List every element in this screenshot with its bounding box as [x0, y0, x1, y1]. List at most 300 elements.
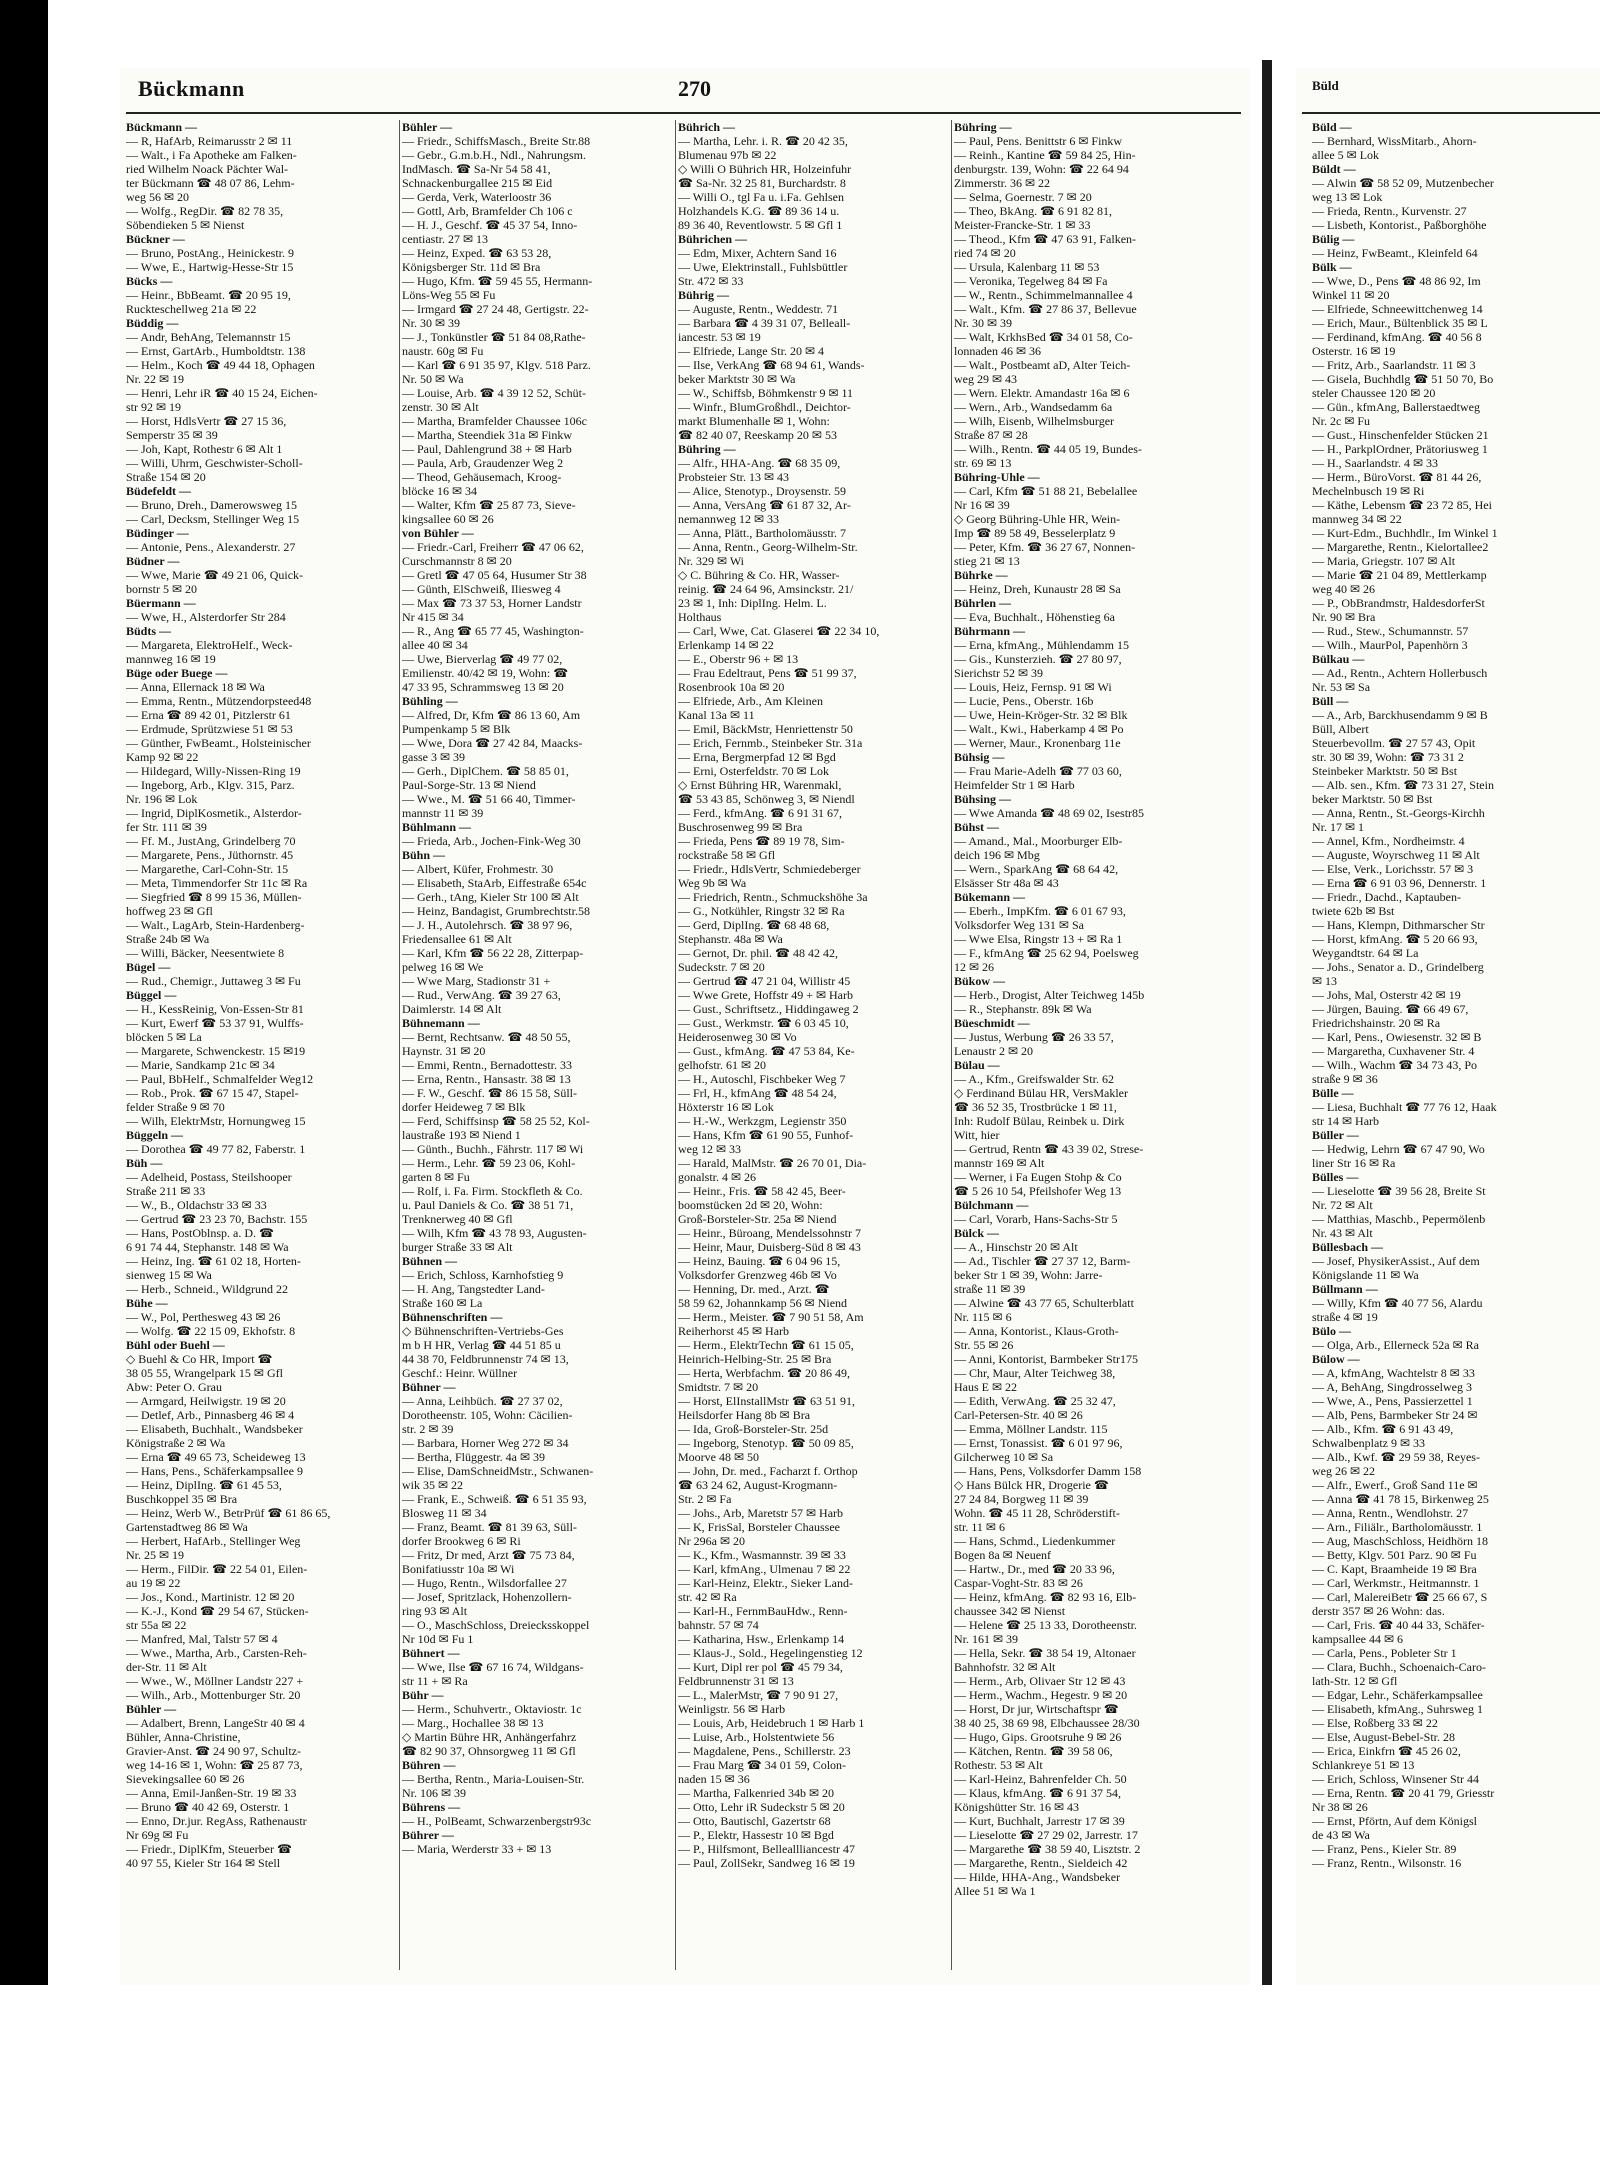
directory-entry: — Gust., Schriftsetz., Hiddingaweg 2 — [678, 1002, 859, 1016]
directory-entry: — Wwe., Martha, Arb., Carsten-Reh- — [126, 1646, 307, 1660]
directory-entry: ☎ Sa-Nr. 32 25 81, Burchardstr. 8 — [678, 176, 846, 190]
directory-entry: — Franz, Beamt. ☎ 81 39 63, Süll- — [402, 1520, 577, 1534]
directory-entry: — Hugo, Rentn., Wilsdorfallee 27 — [402, 1576, 567, 1590]
directory-entry: — Wern., Arb., Wandsedamm 6a — [954, 400, 1113, 414]
directory-entry: — Magdalene, Pens., Schillerstr. 23 — [678, 1744, 851, 1758]
directory-entry: — H. J., Geschf. ☎ 45 37 54, Inno- — [402, 218, 578, 232]
directory-entry: — Alfred, Dr, Kfm ☎ 86 13 60, Am — [402, 708, 581, 722]
directory-entry: — Herb., Schneid., Wildgrund 22 — [126, 1282, 288, 1296]
directory-entry: Gartenstadtweg 86 ✉ Wa — [126, 1520, 248, 1534]
directory-entry: — Carl, MalereiBetr ☎ 25 66 67, S — [1312, 1590, 1488, 1604]
directory-entry: — Gisela, Buchhdlg ☎ 51 50 70, Bo — [1312, 372, 1494, 386]
directory-entry: ring 93 ✉ Alt — [402, 1604, 468, 1618]
directory-entry: Probsteier Str. 13 ✉ 43 — [678, 470, 790, 484]
directory-entry: — Armgard, Heilwigstr. 19 ✉ 20 — [126, 1394, 286, 1408]
directory-entry: — Rud., Stew., Schumannstr. 57 — [1312, 624, 1469, 638]
directory-entry: Buschkoppel 35 ✉ Bra — [126, 1492, 238, 1506]
directory-entry: Haynstr. 31 ✉ 20 — [402, 1044, 486, 1058]
directory-entry: Bühl oder Buehl — — [126, 1338, 225, 1352]
directory-entry: Straße 154 ✉ 20 — [126, 470, 206, 484]
directory-entry: ◇ Martin Bühre HR, Anhängerfahrz — [402, 1730, 577, 1744]
directory-entry: 44 38 70, Feldbrunnenstr 74 ✉ 13, — [402, 1352, 569, 1366]
directory-entry: ◇ Willi O Bührich HR, Holzeinfuhr — [678, 162, 852, 176]
directory-entry: Volksdorfer Grenzweg 46b ✉ Vo — [678, 1268, 837, 1282]
directory-page — [120, 68, 1250, 1988]
directory-entry: — Horst, HdlsVertr ☎ 27 15 36, — [126, 414, 287, 428]
directory-entry: — Ernst, Pförtn, Auf dem Königsl — [1312, 1814, 1477, 1828]
directory-entry: Bülles — — [1312, 1170, 1359, 1184]
directory-entry: Groß-Borsteler-Str. 25a ✉ Niend — [678, 1212, 837, 1226]
directory-entry: Söbendieken 5 ✉ Nienst — [126, 218, 245, 232]
directory-entry: — Selma, Goernestr. 7 ✉ 20 — [954, 190, 1092, 204]
directory-entry: — Anna ☎ 41 78 15, Birkenweg 25 — [1312, 1492, 1489, 1506]
directory-entry: — Rolf, i. Fa. Firm. Stockfleth & Co. — [402, 1184, 583, 1198]
directory-entry: — Emil, BäckMstr, Henriettenstr 50 — [678, 722, 853, 736]
directory-entry: Osterstr. 16 ✉ 19 — [1312, 344, 1396, 358]
directory-entry: weg 26 ✉ 22 — [1312, 1464, 1376, 1478]
directory-entry: Holthaus — [678, 610, 722, 624]
directory-entry: — Fritz, Arb., Saarlandstr. 11 ✉ 3 — [1312, 358, 1476, 372]
directory-entry: Str. 2 ✉ Fa — [678, 1492, 732, 1506]
directory-entry: — Ernst, Tonassist. ☎ 6 01 97 96, — [954, 1436, 1123, 1450]
directory-entry: — Friedr., DiplKfm, Steuerber ☎ — [126, 1842, 292, 1856]
facing-page — [1296, 68, 1600, 1988]
directory-entry: — H. Ang, Tangstedter Land- — [402, 1282, 545, 1296]
directory-entry: — H., ParkplOrdner, Prätoriusweg 1 — [1312, 442, 1488, 456]
directory-entry: Rothestr. 53 ✉ Alt — [954, 1758, 1043, 1772]
header-rule — [126, 112, 1241, 114]
directory-entry: — O., MaschSchloss, Dreiecksskoppel — [402, 1618, 590, 1632]
directory-entry: — Gertrud ☎ 23 23 70, Bachstr. 155 — [126, 1212, 308, 1226]
directory-entry: — Karl, kfmAng., Ulmenau 7 ✉ 22 — [678, 1562, 851, 1576]
directory-entry: ◇ Ernst Bühring HR, Warenmakl, — [678, 778, 842, 792]
directory-entry: — Adalbert, Brenn, LangeStr 40 ✉ 4 — [126, 1716, 305, 1730]
directory-entry: Bühe — — [126, 1296, 168, 1310]
directory-entry: bahnstr. 57 ✉ 74 — [678, 1618, 759, 1632]
directory-entry: — Erich, Schloss, Winsener Str 44 — [1312, 1772, 1479, 1786]
directory-entry: — Hans, PostOblnsp. a. D. ☎ — [126, 1226, 274, 1240]
directory-entry: — Gernot, Dr. phil. ☎ 48 42 42, — [678, 946, 838, 960]
directory-entry: Moorve 48 ✉ 50 — [678, 1450, 760, 1464]
directory-entry: — Wern. Elektr. Amandastr 16a ✉ 6 — [954, 386, 1130, 400]
directory-entry: — Enno, Dr.jur. RegAss, Rathenaustr — [126, 1814, 307, 1828]
directory-entry: — Anna, Kontorist., Klaus-Groth- — [954, 1324, 1119, 1338]
directory-entry: weg 14-16 ✉ 1, Wohn: ☎ 25 87 73, — [126, 1758, 303, 1772]
directory-entry: Str. 472 ✉ 33 — [678, 274, 744, 288]
directory-entry: Nr. 22 ✉ 19 — [126, 372, 185, 386]
directory-entry: u. Paul Daniels & Co. ☎ 38 51 71, — [402, 1198, 574, 1212]
directory-entry: — Erna ☎ 89 42 01, Pitzlerstr 61 — [126, 708, 291, 722]
directory-entry: Heimfelder Str 1 ✉ Harb — [954, 778, 1075, 792]
directory-entry: Holzhandels K.G. ☎ 89 36 14 u. — [678, 204, 840, 218]
directory-entry: au 19 ✉ 22 — [126, 1576, 181, 1590]
directory-entry: Bühst — — [954, 820, 1000, 834]
directory-entry: — Carl, Werkmstr., Heitmannstr. 1 — [1312, 1576, 1480, 1590]
directory-entry: — Heinr., BbBeamt. ☎ 20 95 19, — [126, 288, 291, 302]
directory-entry: Bühsig — — [954, 750, 1005, 764]
directory-entry: ried Wilhelm Noack Pächter Wal- — [126, 162, 289, 176]
directory-entry: — Herm., ElektrTechn ☎ 61 15 05, — [678, 1338, 854, 1352]
directory-entry: — Helene ☎ 25 13 33, Dorotheenstr. — [954, 1618, 1137, 1632]
column-rule — [951, 120, 952, 1970]
header-word: Bückmann — [138, 76, 245, 101]
directory-entry: blöcke 16 ✉ 34 — [402, 484, 478, 498]
directory-entry: — Kurt, Ewerf ☎ 53 37 91, Wulffs- — [126, 1016, 304, 1030]
facing-header-word: Büld — [1312, 78, 1339, 93]
directory-entry: — Rud., Chemigr., Juttaweg 3 ✉ Fu — [126, 974, 301, 988]
directory-entry: — Hugo, Gips. Grootsruhe 9 ✉ 26 — [954, 1730, 1122, 1744]
directory-entry: Büller — — [1312, 1128, 1359, 1142]
directory-entry: — Heinz, Bauing. ☎ 6 04 96 15, — [678, 1254, 841, 1268]
directory-entry: 47 33 95, Schrammsweg 13 ✉ 20 — [402, 680, 564, 694]
directory-entry: — Jürgen, Bauing. ☎ 66 49 67, — [1312, 1002, 1469, 1016]
directory-entry: — Josef, Spritzlack, Hohenzollern- — [402, 1590, 572, 1604]
directory-entry: — John, Dr. med., Facharzt f. Orthop — [678, 1464, 858, 1478]
directory-entry: — Friedr., HdlsVertr, Schmiedeberger — [678, 862, 861, 876]
directory-entry: — K, FrisSal, Borsteler Chaussee — [678, 1520, 840, 1534]
directory-entry: Bühler, Anna-Christine, — [126, 1730, 241, 1744]
directory-entry: — Karl-Heinz, Bahrenfelder Ch. 50 — [954, 1772, 1127, 1786]
directory-entry: — Margarete, Schwenckestr. 15 ✉19 — [126, 1044, 306, 1058]
directory-entry: 58 59 62, Johannkamp 56 ✉ Niend — [678, 1296, 848, 1310]
directory-entry: — Kurt, Buchhalt, Jarrestr 17 ✉ 39 — [954, 1814, 1125, 1828]
directory-entry: — Maria, Griegstr. 107 ✉ Alt — [1312, 554, 1456, 568]
directory-entry: — W., Pol, Perthesweg 43 ✉ 26 — [126, 1310, 281, 1324]
directory-entry: — Walt., Postbeamt aD, Alter Teich- — [954, 358, 1131, 372]
directory-entry: Bühnen — — [402, 1254, 458, 1268]
directory-entry: — H.-W., Werkzgm, Legienstr 350 — [678, 1114, 847, 1128]
directory-entry: — Erna ☎ 6 91 03 96, Dennerstr. 1 — [1312, 876, 1487, 890]
directory-entry: — Herm., Wachm., Hegestr. 9 ✉ 20 — [954, 1688, 1128, 1702]
directory-entry: — H., KessReinig, Von-Essen-Str 81 — [126, 1002, 304, 1016]
column-rule — [399, 120, 400, 1970]
directory-entry: Lenaustr 2 ✉ 20 — [954, 1044, 1034, 1058]
directory-entry: — Erich, Schloss, Karnhofstieg 9 — [402, 1268, 564, 1282]
directory-entry: pelweg 16 ✉ We — [402, 960, 484, 974]
directory-entry: — Else, Verk., Lorichsstr. 57 ✉ 3 — [1312, 862, 1474, 876]
directory-entry: Kamp 92 ✉ 22 — [126, 750, 199, 764]
directory-entry: Nr 415 ✉ 34 — [402, 610, 464, 624]
directory-entry: liner Str 16 ✉ Ra — [1312, 1156, 1396, 1170]
directory-entry: — Walter, Kfm ☎ 25 87 73, Sieve- — [402, 498, 576, 512]
directory-entry: ter Bückmann ☎ 48 07 86, Lehm- — [126, 176, 295, 190]
directory-entry: — Ursula, Kalenbarg 11 ✉ 53 — [954, 260, 1100, 274]
directory-entry: — Hella, Sekr. ☎ 38 54 19, Altonaer — [954, 1646, 1136, 1660]
directory-entry: — Manfred, Mal, Talstr 57 ✉ 4 — [126, 1632, 278, 1646]
directory-entry: — Wwe Grete, Hoffstr 49 + ✉ Harb — [678, 988, 854, 1002]
directory-entry: Abw: Peter O. Grau — [126, 1380, 222, 1394]
directory-entry: 38 05 55, Wrangelpark 15 ✉ Gfl — [126, 1366, 283, 1380]
directory-entry: — Gertrud ☎ 47 21 04, Willistr 45 — [678, 974, 851, 988]
directory-entry: — Hans, Pens, Volksdorfer Damm 158 — [954, 1464, 1142, 1478]
directory-entry: — Anna, Rentn., Wendlohstr. 27 — [1312, 1506, 1469, 1520]
directory-entry: beker Marktstr 30 ✉ Wa — [678, 372, 796, 386]
directory-entry: Caspar-Voght-Str. 83 ✉ 26 — [954, 1576, 1083, 1590]
directory-entry: fer Str. 111 ✉ 39 — [126, 820, 207, 834]
directory-entry: — Heinz, Bandagist, Grumbrechtstr.58 — [402, 904, 590, 918]
directory-entry: — Herm., Arb, Olivaer Str 12 ✉ 43 — [954, 1674, 1126, 1688]
directory-entry: Nr. 53 ✉ Sa — [1312, 680, 1371, 694]
directory-entry: — Kätchen, Rentn. ☎ 39 58 06, — [954, 1744, 1113, 1758]
directory-entry: — Uwe, Hein-Kröger-Str. 32 ✉ Blk — [954, 708, 1128, 722]
directory-entry: — Paul, Dahlengrund 38 + ✉ Harb — [402, 442, 572, 456]
directory-entry: — A, BehAng, Singdrosselweg 3 — [1312, 1380, 1472, 1394]
directory-entry: allee 40 ✉ 34 — [402, 638, 468, 652]
directory-entry: — Franz, Rentn., Wilsonstr. 16 — [1312, 1856, 1462, 1870]
directory-entry: — Aug, MaschSchloss, Heidhörn 18 — [1312, 1534, 1488, 1548]
directory-entry: Höxterstr 16 ✉ Lok — [678, 1100, 774, 1114]
directory-entry: — Amand., Mal., Moorburger Elb- — [954, 834, 1123, 848]
directory-entry: — Frank, E., Schweiß. ☎ 6 51 35 93, — [402, 1492, 587, 1506]
directory-entry: — Dorothea ☎ 49 77 82, Faberstr. 1 — [126, 1142, 306, 1156]
directory-entry: — Albert, Küfer, Frohmestr. 30 — [402, 862, 554, 876]
directory-entry: — Heinz, FwBeamt., Kleinfeld 64 — [1312, 246, 1478, 260]
directory-entry: weg 40 ✉ 26 — [1312, 582, 1376, 596]
directory-entry: 38 40 25, 38 69 98, Elbchaussee 28/30 — [954, 1716, 1140, 1730]
scan-left-border — [0, 0, 48, 2177]
directory-entry: — Elisabeth, StaArb, Eiffestraße 654c — [402, 876, 587, 890]
directory-entry: — Gün., kfmAng, Ballerstaedtweg — [1312, 400, 1480, 414]
directory-entry: mannstr 11 ✉ 39 — [402, 806, 484, 820]
directory-entry: — Heinr., Büroang, Mendelssohnstr 7 — [678, 1226, 861, 1240]
directory-entry: Büggeln — — [126, 1128, 184, 1142]
directory-entry: — Anna, Leihbüch. ☎ 27 37 02, — [402, 1394, 563, 1408]
directory-entry: Bülig — — [1312, 232, 1355, 246]
directory-entry: — Wolfg., RegDir. ☎ 82 78 35, — [126, 204, 284, 218]
directory-entry: weg 56 ✉ 20 — [126, 190, 190, 204]
directory-entry: str 11 + ✉ Ra — [402, 1674, 468, 1688]
directory-entry: — Heinz, Exped. ☎ 63 53 28, — [402, 246, 552, 260]
directory-entry: — Klaus, kfmAng. ☎ 6 91 37 54, — [954, 1786, 1121, 1800]
directory-entry: Bührens — — [402, 1800, 461, 1814]
directory-entry: Weg 9b ✉ Wa — [678, 876, 747, 890]
directory-entry: — Hans, Klempn, Dithmarscher Str — [1312, 918, 1485, 932]
directory-entry: Reiherhorst 45 ✉ Harb — [678, 1324, 790, 1338]
directory-entry: nemannweg 12 ✉ 33 — [678, 512, 780, 526]
directory-entry: — Martha, Lehr. i. R. ☎ 20 42 35, — [678, 134, 848, 148]
directory-entry: — Kurt, Dipl rer pol ☎ 45 79 34, — [678, 1660, 843, 1674]
directory-entry: — Gust., Werkmstr. ☎ 6 03 45 10, — [678, 1016, 849, 1030]
directory-entry: — Werner, i Fa Eugen Stohp & Co — [954, 1170, 1122, 1184]
directory-entry: — Josef, PhysikerAssist., Auf dem — [1312, 1254, 1480, 1268]
directory-entry: — Siegfried ☎ 8 99 15 36, Müllen- — [126, 890, 302, 904]
directory-entry: — Ferd, Schiffsinsp ☎ 58 25 52, Kol- — [402, 1114, 590, 1128]
directory-entry: Bülau — — [954, 1058, 1000, 1072]
facing-header-rule — [1302, 112, 1600, 114]
directory-entry: — Peter, Kfm. ☎ 36 27 67, Nonnen- — [954, 540, 1136, 554]
directory-entry: Stephanstr. 48a ✉ Wa — [678, 932, 783, 946]
directory-entry: — Eberh., ImpKfm. ☎ 6 01 67 93, — [954, 904, 1126, 918]
directory-entry: — Eva, Buchhalt., Höhenstieg 6a — [954, 610, 1115, 624]
directory-entry: — Louis, Arb, Heidebruch 1 ✉ Harb 1 — [678, 1716, 865, 1730]
directory-entry: steler Chaussee 120 ✉ 20 — [1312, 386, 1436, 400]
directory-entry: — Alb. sen., Kfm. ☎ 73 31 27, Stein — [1312, 778, 1494, 792]
directory-entry: 27 24 84, Borgweg 11 ✉ 39 — [954, 1492, 1089, 1506]
directory-entry: — Bertha, Rentn., Maria-Louisen-Str. — [402, 1772, 585, 1786]
directory-entry: — Erni, Osterfeldstr. 70 ✉ Lok — [678, 764, 830, 778]
directory-entry: Curschmannstr 8 ✉ 20 — [402, 554, 512, 568]
directory-entry: — Karl-H., FernmBauHdw., Renn- — [678, 1604, 848, 1618]
directory-entry: Königstraße 2 ✉ Wa — [126, 1436, 226, 1450]
directory-entry: — Adelheid, Postass, Steilshooper — [126, 1170, 292, 1184]
directory-entry: — Elisabeth, kfmAng., Suhrsweg 1 — [1312, 1702, 1483, 1716]
directory-entry: Königsberger Str. 11d ✉ Bra — [402, 260, 541, 274]
directory-entry: 89 36 40, Reventlowstr. 5 ✉ Gfl 1 — [678, 218, 843, 232]
directory-entry: Nr. 161 ✉ 39 — [954, 1632, 1019, 1646]
directory-entry: str. 42 ✉ Ra — [678, 1590, 737, 1604]
directory-entry: — Herm., Schuhvertr., Oktaviostr. 1c — [402, 1702, 582, 1716]
directory-entry: — Paula, Arb, Graudenzer Weg 2 — [402, 456, 564, 470]
directory-entry: — Arn., Filiälr., Bartholomäusstr. 1 — [1312, 1520, 1483, 1534]
directory-entry: — Gottl, Arb, Bramfelder Ch 106 c — [402, 204, 573, 218]
directory-entry: — Helm., Koch ☎ 49 44 18, Ophagen — [126, 358, 315, 372]
directory-entry: Bühring-Uhle — — [954, 470, 1040, 484]
directory-entry: Sudeckstr. 7 ✉ 20 — [678, 960, 765, 974]
directory-entry: — Wwe, Dora ☎ 27 42 84, Maacks- — [402, 736, 583, 750]
column-rule — [675, 120, 676, 1970]
directory-entry: Imp ☎ 89 58 49, Besselerplatz 9 — [954, 526, 1116, 540]
directory-entry: Büld — — [1312, 120, 1352, 134]
directory-entry: de 43 ✉ Wa — [1312, 1828, 1370, 1842]
directory-entry: Blosweg 11 ✉ 34 — [402, 1506, 487, 1520]
directory-entry: Nr. 43 ✉ Alt — [1312, 1226, 1373, 1240]
directory-entry: Bülck — — [954, 1226, 1000, 1240]
directory-entry: — Ingeborg, Arb., Klgv. 315, Parz. — [126, 778, 295, 792]
directory-entry: — Reinh., Kantine ☎ 59 84 25, Hin- — [954, 148, 1136, 162]
directory-entry: str. 30 ✉ 39, Wohn: ☎ 73 31 2 — [1312, 750, 1464, 764]
directory-entry: Dorotheenstr. 105, Wohn: Cäcilien- — [402, 1408, 573, 1422]
directory-entry: — Gretl ☎ 47 05 64, Husumer Str 38 — [402, 568, 587, 582]
directory-entry: Büll — — [1312, 694, 1349, 708]
directory-entry: — Carla, Pens., Pobleter Str 1 — [1312, 1646, 1457, 1660]
directory-entry: — Carl, Fris. ☎ 40 44 33, Schäfer- — [1312, 1618, 1485, 1632]
directory-entry: — Ernst, GartArb., Humboldtstr. 138 — [126, 344, 306, 358]
directory-entry: weg 29 ✉ 43 — [954, 372, 1018, 386]
scan-margin-bottom — [0, 1985, 1600, 2177]
directory-entry: Büermann — — [126, 596, 196, 610]
directory-entry: naden 15 ✉ 36 — [678, 1772, 750, 1786]
directory-entry: — Wolfg. ☎ 22 15 09, Ekhofstr. 8 — [126, 1324, 296, 1338]
directory-entry: — Herm., Lehr. ☎ 59 23 06, Kohl- — [402, 1156, 576, 1170]
directory-entry: — Herm., FilDir. ☎ 22 54 01, Eilen- — [126, 1562, 308, 1576]
directory-entry: boomstücken 2d ✉ 20, Wohn: — [678, 1198, 823, 1212]
directory-entry: m b H HR, Verlag ☎ 44 51 85 u — [402, 1338, 561, 1352]
directory-entry: — Joh, Kapt, Rothestr 6 ✉ Alt 1 — [126, 442, 283, 456]
directory-entry: — Ferd., kfmAng. ☎ 6 91 31 67, — [678, 806, 842, 820]
directory-entry: — C. Kapt, Braamheide 19 ✉ Bra — [1312, 1562, 1477, 1576]
directory-entry: ◇ C. Bühring & Co. HR, Wasser- — [678, 568, 840, 582]
directory-entry: wik 35 ✉ 22 — [402, 1478, 464, 1492]
directory-entry: Str. 55 ✉ 26 — [954, 1338, 1014, 1352]
directory-entry: — Marie, Sandkamp 21c ✉ 34 — [126, 1058, 275, 1072]
directory-entry: — R, HafArb, Reimarusstr 2 ✉ 11 — [126, 134, 293, 148]
directory-entry: — H., PolBeamt, Schwarzenbergstr93c — [402, 1814, 592, 1828]
directory-entry: denburgstr. 139, Wohn: ☎ 22 64 94 — [954, 162, 1129, 176]
directory-entry: Bührlen — — [954, 596, 1012, 610]
directory-entry: — Hugo, Kfm. ☎ 59 45 55, Hermann- — [402, 274, 593, 288]
directory-entry: — Ida, Groß-Borsteler-Str. 25d — [678, 1422, 829, 1436]
directory-entry: Sievekingsallee 60 ✉ 26 — [126, 1772, 245, 1786]
directory-entry: — Erna ☎ 49 65 73, Scheideweg 13 — [126, 1450, 306, 1464]
directory-entry: weg 13 ✉ Lok — [1312, 190, 1383, 204]
directory-entry: Kanal 13a ✉ 11 — [678, 708, 755, 722]
directory-entry: Bogen 8a ✉ Neuenf — [954, 1548, 1052, 1562]
directory-entry: — Wwe Marg, Stadionstr 31 + — [402, 974, 551, 988]
directory-entry: — Wwe, H., Alsterdorfer Str 284 — [126, 610, 286, 624]
directory-entry: iancestr. 53 ✉ 19 — [678, 330, 761, 344]
directory-entry: — Theo, BkAng. ☎ 6 91 82 81, — [954, 204, 1113, 218]
directory-entry: Nr. 329 ✉ Wi — [678, 554, 745, 568]
directory-entry: — Werner, Maur., Kronenbarg 11e — [954, 736, 1121, 750]
directory-entry: Nr. 30 ✉ 39 — [954, 316, 1013, 330]
directory-entry: — Karl, Kfm ☎ 56 22 28, Zitterpap- — [402, 946, 584, 960]
directory-entry: Winkel 11 ✉ 20 — [1312, 288, 1390, 302]
directory-entry: — Ff. M., JustAng, Grindelberg 70 — [126, 834, 296, 848]
directory-entry: ✉ 13 — [1312, 974, 1338, 988]
directory-entry: — Rob., Prok. ☎ 67 15 47, Stapel- — [126, 1086, 299, 1100]
directory-entry: Büldt — — [1312, 162, 1356, 176]
directory-entry: — Frau Marie-Adelh ☎ 77 03 60, — [954, 764, 1122, 778]
directory-entry: — A., Hinschstr 20 ✉ Alt — [954, 1240, 1078, 1254]
directory-entry: ◇ Hans Bülck HR, Drogerie ☎ — [954, 1478, 1109, 1492]
directory-entry: Nr. 30 ✉ 39 — [402, 316, 461, 330]
directory-entry: — Margarethe ☎ 38 59 40, Lisztstr. 2 — [954, 1842, 1141, 1856]
directory-entry: Büeschmidt — — [954, 1016, 1030, 1030]
directory-entry: Weinligstr. 56 ✉ Harb — [678, 1702, 786, 1716]
directory-entry: — Otto, Lehr iR Sudeckstr 5 ✉ 20 — [678, 1800, 845, 1814]
directory-entry: — P., ObBrandmstr, HaldesdorferSt — [1312, 596, 1485, 610]
directory-entry: markt Blumenhalle ✉ 1, Wohn: — [678, 414, 830, 428]
directory-entry: — Johs., Senator a. D., Grindelberg — [1312, 960, 1484, 974]
directory-entry: — K., Kfm., Wasmannstr. 39 ✉ 33 — [678, 1548, 846, 1562]
directory-entry: — Antonie, Pens., Alexanderstr. 27 — [126, 540, 296, 554]
directory-entry: — Bertha, Flüggestr. 4a ✉ 39 — [402, 1450, 546, 1464]
directory-entry: — Franz, Pens., Kieler Str. 89 — [1312, 1842, 1457, 1856]
directory-entry: Mechelnbusch 19 ✉ Ri — [1312, 484, 1425, 498]
directory-entry: Königslande 11 ✉ Wa — [1312, 1268, 1419, 1282]
directory-entry: — Wwe, D., Pens ☎ 48 86 92, Im — [1312, 274, 1481, 288]
directory-entry: — Gebr., G.m.b.H., Ndl., Nahrungsm. — [402, 148, 586, 162]
directory-entry: — W., B., Oldachstr 33 ✉ 33 — [126, 1198, 267, 1212]
directory-entry: — Barbara, Horner Weg 272 ✉ 34 — [402, 1436, 569, 1450]
directory-entry: — Heinz, Ing. ☎ 61 02 18, Horten- — [126, 1254, 301, 1268]
directory-entry: — Gis., Kunsterzieh. ☎ 27 80 97, — [954, 652, 1122, 666]
directory-entry: — Frieda, Pens ☎ 89 19 78, Sim- — [678, 834, 845, 848]
directory-entry: ◇ Ferdinand Bülau HR, VersMakler — [954, 1086, 1128, 1100]
directory-entry: — Alb, Pens, Barmbeker Str 24 ✉ — [1312, 1408, 1478, 1422]
directory-entry: — Friedr., SchiffsMasch., Breite Str.88 — [402, 134, 591, 148]
directory-entry: Bührig — — [678, 288, 730, 302]
directory-entry: — Wwe, A., Pens, Passierzettel 1 — [1312, 1394, 1473, 1408]
directory-entry: Bükow — — [954, 974, 1006, 988]
directory-entry: — Hildegard, Willy-Nissen-Ring 19 — [126, 764, 301, 778]
directory-entry: — Erna, kfmAng., Mühlendamm 15 — [954, 638, 1129, 652]
directory-entry: gasse 3 ✉ 39 — [402, 750, 466, 764]
column-4 — [954, 120, 1224, 1980]
directory-entry: — Margarethe, Rentn., Sieldeich 42 — [954, 1856, 1128, 1870]
directory-entry: centiastr. 27 ✉ 13 — [402, 232, 489, 246]
directory-entry: — Henri, Lehr iR ☎ 40 15 24, Eichen- — [126, 386, 318, 400]
directory-entry: — Andr, BehAng, Telemannstr 15 — [126, 330, 291, 344]
directory-entry: — Wilh, Eisenb, Wilhelmsburger — [954, 414, 1115, 428]
directory-entry: felder Straße 9 ✉ 70 — [126, 1100, 225, 1114]
directory-entry: — Heinz, kfmAng. ☎ 82 93 16, Elb- — [954, 1590, 1137, 1604]
directory-entry: — Clara, Buchh., Schoenaich-Caro- — [1312, 1660, 1486, 1674]
directory-entry: — Liesa, Buchhalt ☎ 77 76 12, Haak — [1312, 1100, 1497, 1114]
directory-entry: Bülo — — [1312, 1324, 1352, 1338]
directory-entry: — Margarethe, Carl-Cohn-Str. 15 — [126, 862, 289, 876]
directory-entry: straße 11 ✉ 39 — [954, 1282, 1026, 1296]
